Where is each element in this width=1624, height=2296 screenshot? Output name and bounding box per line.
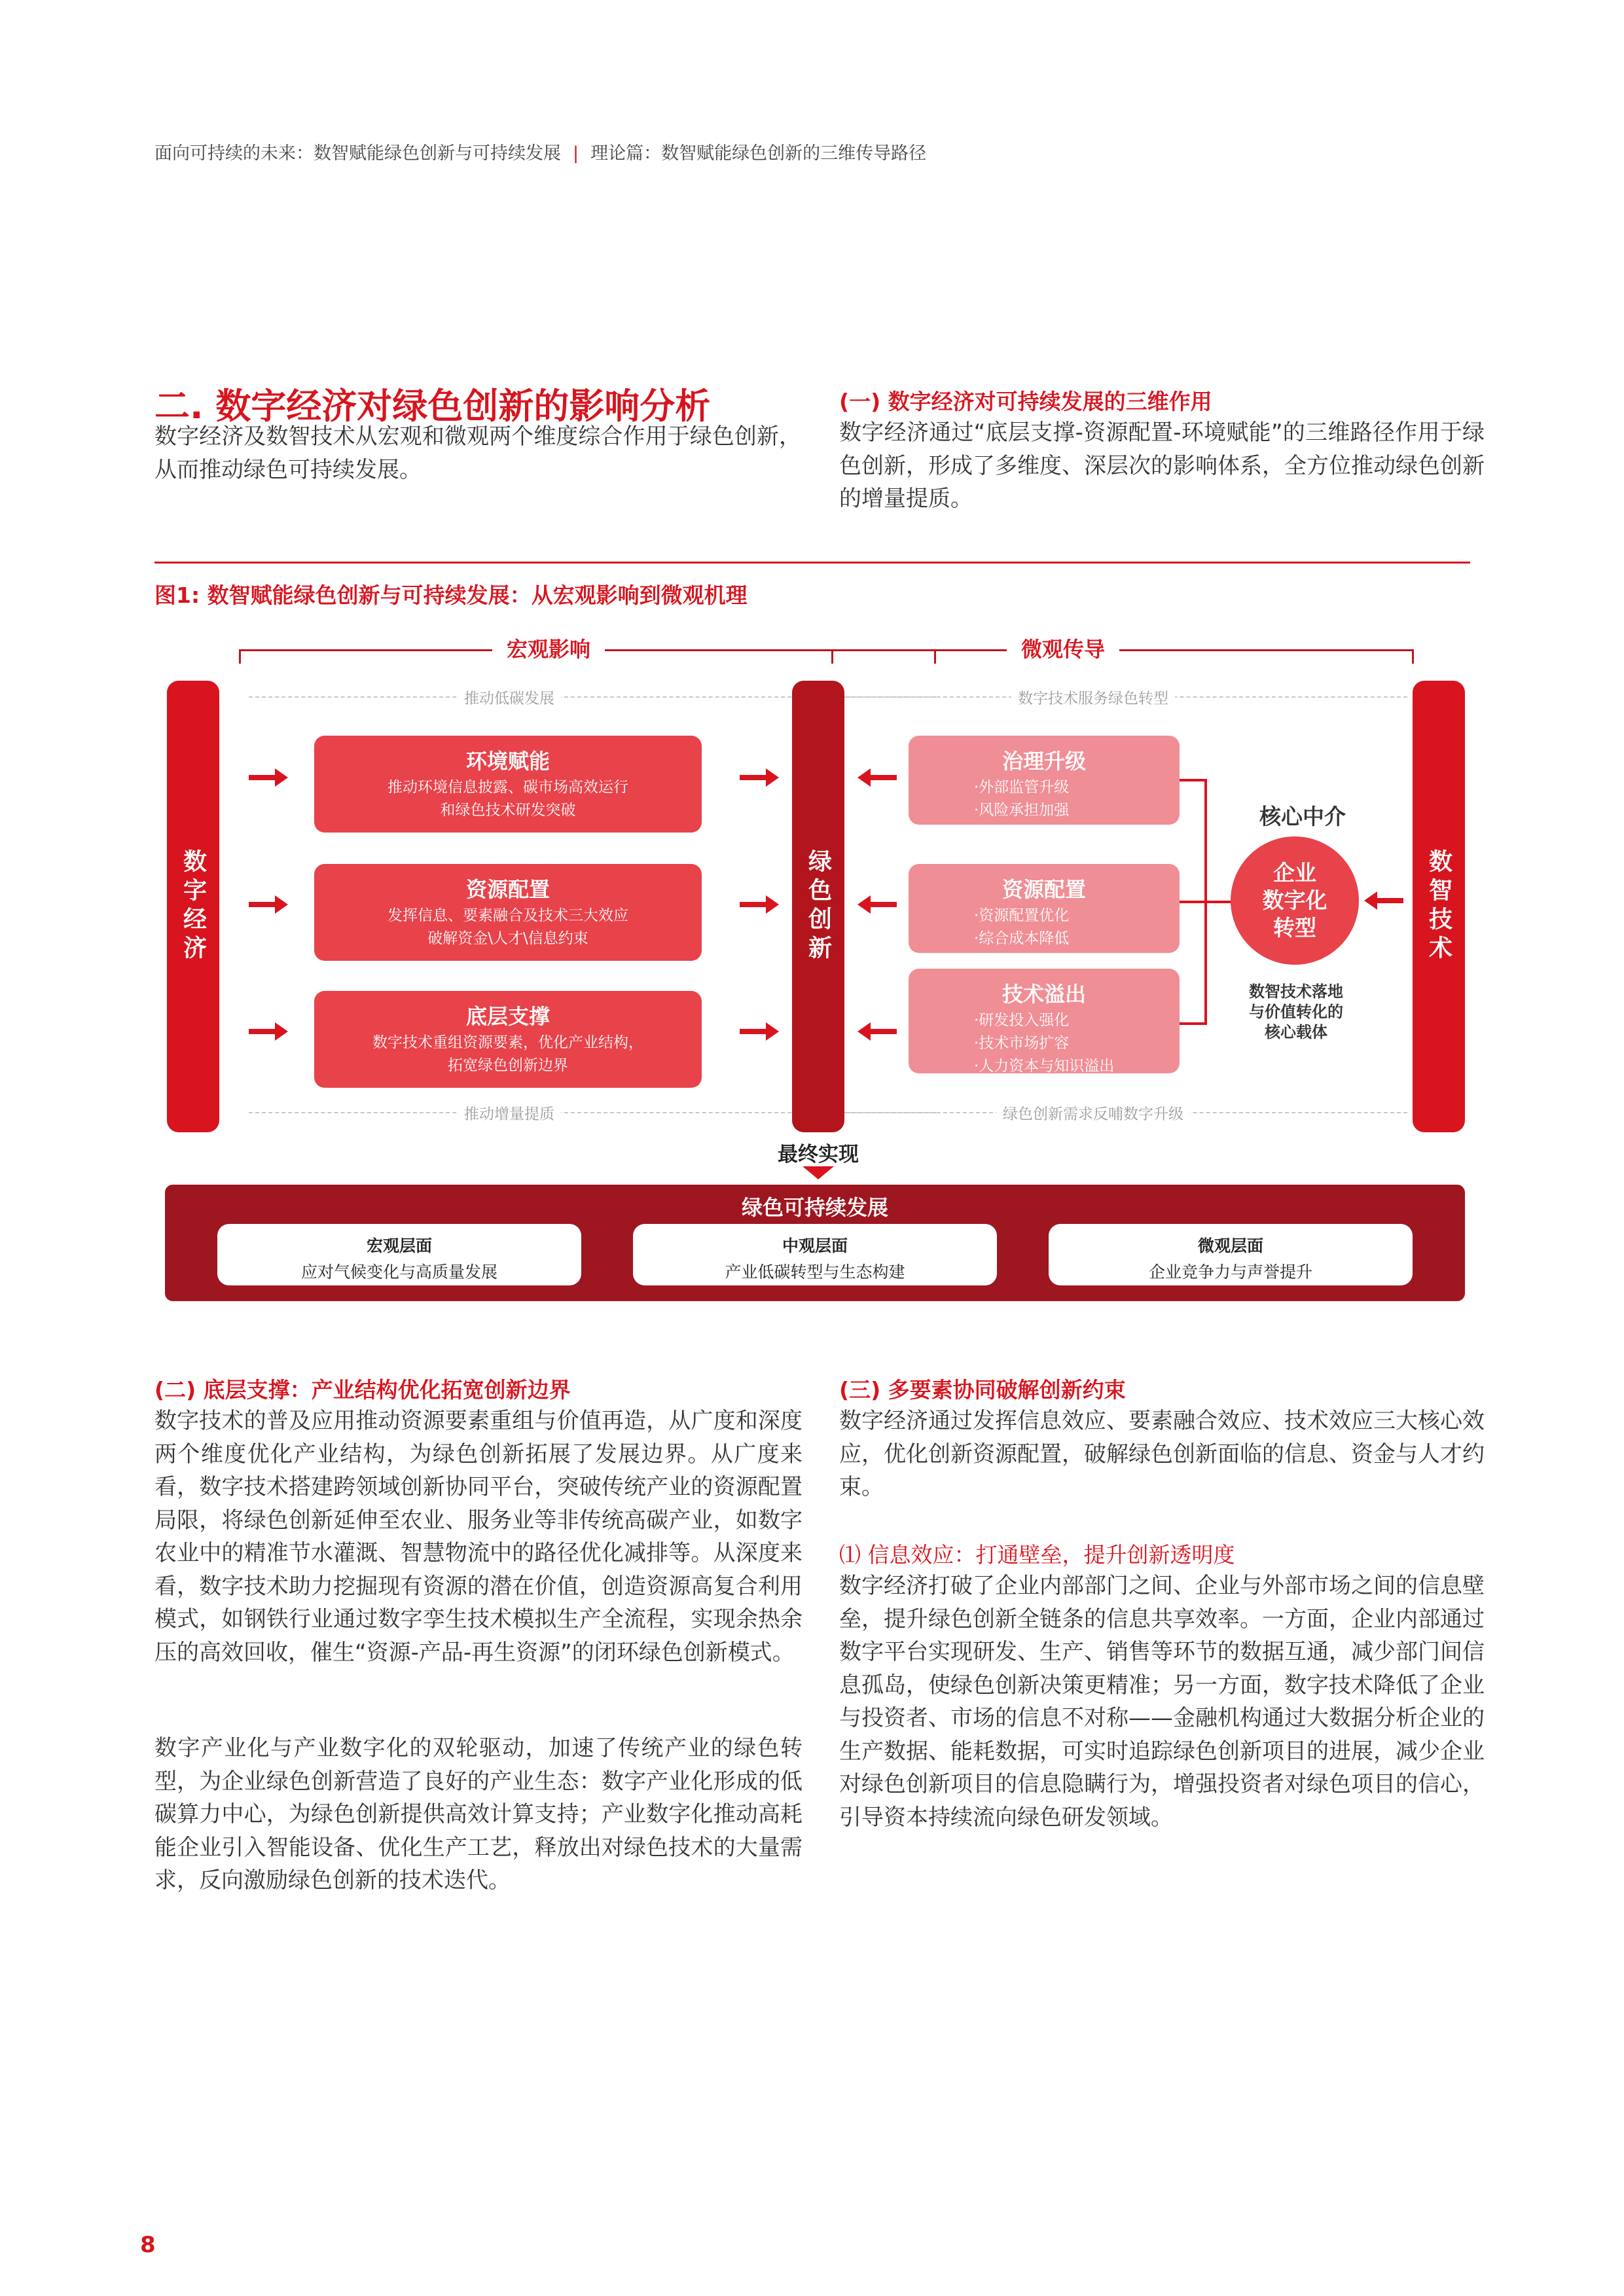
running-header xyxy=(154,139,926,164)
macro-box-desc-line: 发挥信息、要素融合及技术三大效应 xyxy=(388,907,628,924)
sustain-card-micro xyxy=(1049,1224,1413,1285)
micro-box-title: 技术溢出 xyxy=(1001,982,1086,1007)
macro-box-foundation xyxy=(314,991,702,1088)
sub2-para1: 数字技术的普及应用推动资源要素重组与价值再造，从广度和深度两个维度优化产业结构，为绿色创新拓展了发展边界。从广度来看，数字技术搭建跨领域创新协同平台，突破传统产业的资源配置局限，将绿色创新延伸至农业、服务业等非传统高碳产业，如数字农业中的精准节水灌溉、智慧物流中的路径优化减排等。从深度来看，数字技术助力挖掘现有资源的潜在价值，创造资源高复合利用模式，如钢铁行业通过数字孪生技术模拟生产全流程，实现余热余压的高效回收，催生“资源-产品-再生资源”的闭环绿色创新模式。 xyxy=(154,1408,803,1666)
circle-line: 企业 xyxy=(1273,860,1316,886)
core-desc-line: 与价值转化的 xyxy=(1249,1003,1343,1021)
arrow-right-icon xyxy=(249,1029,276,1034)
divider-line xyxy=(154,562,1470,564)
sub3-item-title: ⑴ 信息效应：打通壁垒，提升创新透明度 xyxy=(839,1542,1235,1568)
micro-box-spillover xyxy=(909,969,1180,1073)
macro-box-title: 底层支撑 xyxy=(465,1004,550,1029)
circle-line: 数字化 xyxy=(1262,888,1327,913)
enterprise-digital-transformation-circle xyxy=(1231,836,1359,965)
sub1-title: (一) 数字经济对可持续发展的三维作用 xyxy=(839,389,1212,414)
micro-box-title: 资源配置 xyxy=(1001,877,1086,902)
arrow-right-icon xyxy=(740,902,767,907)
macro-box-title: 资源配置 xyxy=(465,877,550,902)
micro-box-desc-line: ·技术市场扩容 xyxy=(974,1035,1070,1052)
macro-box-environment xyxy=(314,736,702,833)
macro-box-desc-line: 和绿色技术研发突破 xyxy=(440,802,576,819)
sustain-card-macro xyxy=(217,1224,581,1285)
sustain-title: 绿色可持续发展 xyxy=(741,1195,888,1220)
green-innovation-label: 绿色创新 xyxy=(804,849,832,964)
arrow-left-icon xyxy=(1376,898,1403,903)
macro-box-desc-line: 数字技术重组资源要素，优化产业结构， xyxy=(372,1034,643,1051)
sustain-card-desc: 应对气候变化与高质量发展 xyxy=(300,1263,497,1282)
micro-box-desc-line: ·资源配置优化 xyxy=(974,907,1070,924)
macro-box-desc-line: 推动环境信息披露、碳市场高效运行 xyxy=(388,779,628,796)
header-left: 面向可持续的未来：数智赋能绿色创新与可持续发展 xyxy=(154,143,561,164)
micro-box-desc-line: ·人力资本与知识溢出 xyxy=(974,1058,1115,1075)
arrow-left-icon xyxy=(869,1029,897,1034)
sub1-text: 数字经济通过“底层支撑-资源配置-环境赋能”的三维路径作用于绿色创新，形成了多维度、深层次的影响体系，全方位推动绿色创新的增量提质。 xyxy=(839,420,1485,512)
sustain-card-title: 微观层面 xyxy=(1197,1236,1263,1255)
micro-bracket xyxy=(831,649,1414,651)
micro-box-desc-line: ·风险承担加强 xyxy=(974,802,1070,819)
sustainable-development-panel xyxy=(165,1185,1465,1301)
header-separator: | xyxy=(573,143,579,164)
digital-economy-bar xyxy=(167,681,219,1132)
macro-label: 宏观影响 xyxy=(492,636,605,662)
sustain-card-meso xyxy=(633,1224,997,1285)
down-arrow-icon xyxy=(803,1166,834,1179)
sustain-card-desc: 产业低碳转型与生态构建 xyxy=(725,1263,905,1282)
header-right: 理论篇：数智赋能绿色创新的三维传导路径 xyxy=(590,143,927,164)
digital-tech-label: 数智技术 xyxy=(1425,849,1453,964)
sub2-para2: 数字产业化与产业数字化的双轮驱动，加速了传统产业的绿色转型，为企业绿色创新营造了良好的产业生态：数字产业化形成的低碳算力中心，为绿色创新提供高效计算支持；产业数字化推动高耗能企业引入智能设备、优化生产工艺，释放出对绿色技术的大量需求，反向激励绿色创新的技术迭代。 xyxy=(154,1735,803,1893)
core-desc-line: 核心载体 xyxy=(1265,1023,1327,1041)
bottom-right-dash-label: 绿色创新需求反哺数字升级 xyxy=(996,1102,1190,1124)
figure-caption: 图1: 数智赋能绿色创新与可持续发展：从宏观影响到微观机理 xyxy=(154,583,748,608)
bottom-left-dash-label: 推动增量提质 xyxy=(458,1102,561,1124)
core-desc-line: 数智技术落地 xyxy=(1249,982,1343,1001)
micro-label: 微观传导 xyxy=(1007,636,1119,662)
figure-diagram xyxy=(157,628,1473,1316)
micro-box-governance xyxy=(909,736,1180,825)
macro-box-desc-line: 破解资金\人才\信息约束 xyxy=(427,930,588,947)
arrow-left-icon xyxy=(869,775,897,780)
circle-line: 转型 xyxy=(1273,915,1316,941)
sub3-title: (三) 多要素协同破解创新约束 xyxy=(839,1377,1126,1403)
sub3-text: 数字经济通过发挥信息效应、要素融合效应、技术效应三大核心效应，优化创新资源配置，破解绿色创新面临的信息、资金与人才约束。 xyxy=(839,1408,1485,1500)
green-innovation-bar xyxy=(792,681,844,1132)
sub3-item-text: 数字经济打破了企业内部部门之间、企业与外部市场之间的信息壁垒，提升绿色创新全链条的信息共享效率。一方面，企业内部通过数字平台实现研发、生产、销售等环节的数据互通，减少部门间信息孤岛，使绿色创新决策更精准；另一方面，数字技术降低了企业与投资者、市场的信息不对称——金融机构通过大数据分析企业的生产数据、能耗数据，可实时追踪绿色创新项目的进展，减少企业对绿色创新项目的信息隐瞒行为，增强投资者对绿色项目的信心，引导资本持续流向绿色研发领域。 xyxy=(839,1573,1485,1831)
micro-box-desc-line: ·综合成本降低 xyxy=(974,930,1070,947)
core-intermediary-label: 核心中介 xyxy=(1259,804,1346,829)
micro-box-title: 治理升级 xyxy=(1001,749,1086,774)
digital-tech-bar xyxy=(1413,681,1465,1132)
micro-box-desc-line: ·外部监管升级 xyxy=(974,779,1070,796)
micro-box-resource xyxy=(909,864,1180,953)
page-number: 8 xyxy=(140,2232,156,2258)
sustain-card-title: 宏观层面 xyxy=(366,1236,432,1255)
arrow-right-icon xyxy=(740,1029,767,1034)
macro-box-resource xyxy=(314,864,702,961)
final-realization-label: 最终实现 xyxy=(778,1143,859,1166)
sustain-card-desc: 企业竞争力与声誉提升 xyxy=(1148,1263,1312,1282)
section-intro: 数字经济及数智技术从宏观和微观两个维度综合作用于绿色创新，从而推动绿色可持续发展。 xyxy=(154,423,801,483)
arrow-left-icon xyxy=(869,902,897,907)
arrow-right-icon xyxy=(740,775,767,780)
top-left-dash-label: 推动低碳发展 xyxy=(458,687,561,708)
sustain-card-title: 中观层面 xyxy=(782,1236,848,1255)
arrow-right-icon xyxy=(249,902,276,907)
micro-box-desc-line: ·研发投入强化 xyxy=(974,1012,1070,1029)
section-title: 二. 数字经济对绿色创新的影响分析 xyxy=(154,386,711,427)
arrow-right-icon xyxy=(249,775,276,780)
sub2-title: (二) 底层支撑：产业结构优化拓宽创新边界 xyxy=(154,1377,571,1403)
macro-box-title: 环境赋能 xyxy=(465,749,550,774)
top-right-dash-label: 数字技术服务绿色转型 xyxy=(1011,687,1175,708)
macro-box-desc-line: 拓宽绿色创新边界 xyxy=(448,1057,568,1074)
digital-economy-label: 数字经济 xyxy=(179,849,207,964)
core-description xyxy=(1211,982,1381,1043)
